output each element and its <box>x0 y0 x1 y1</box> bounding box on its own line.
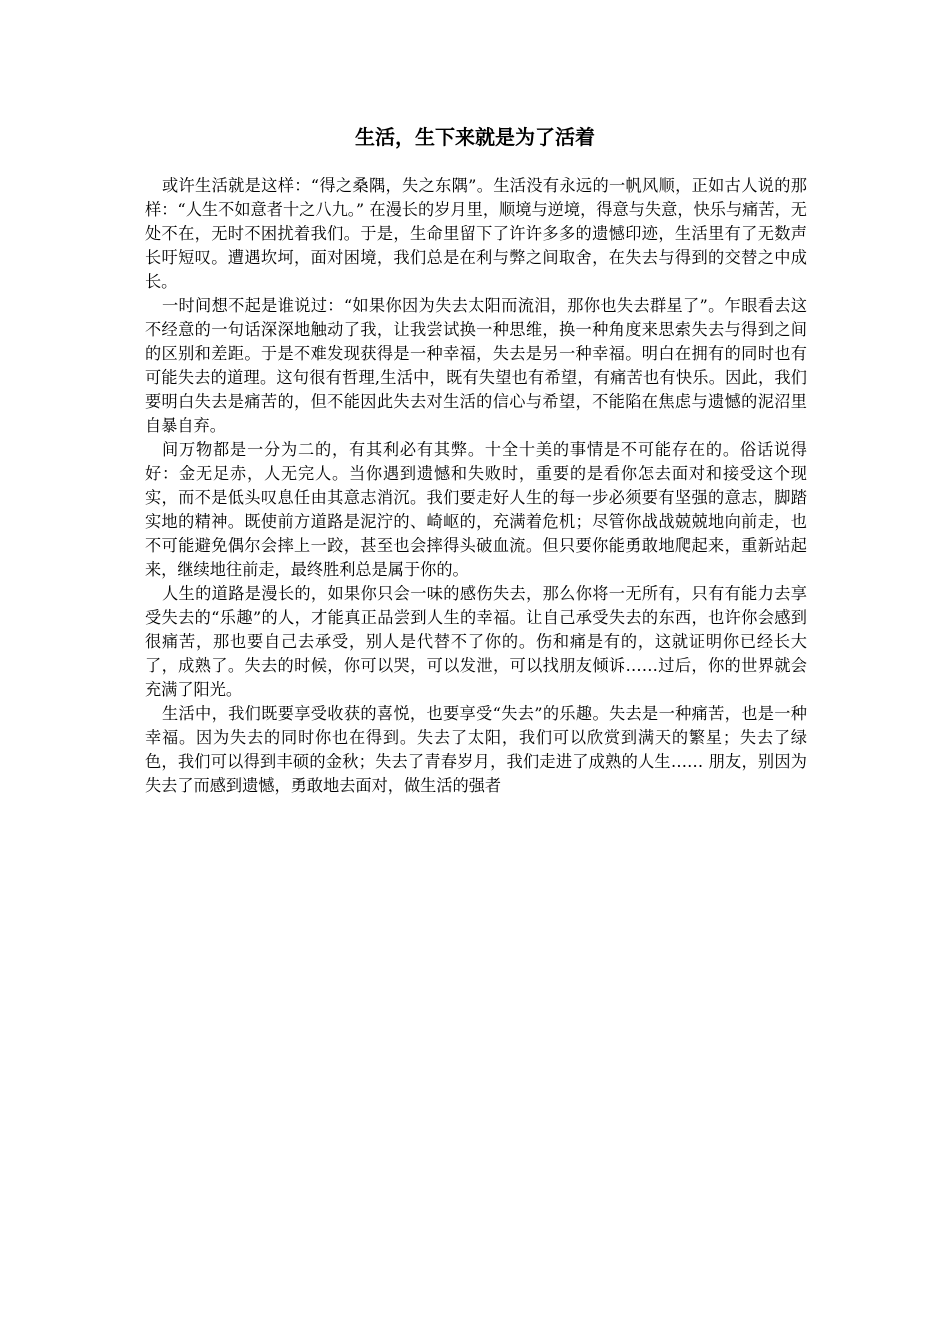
document-title: 生活，生下来就是为了活着 <box>355 125 595 149</box>
document-body <box>145 174 807 798</box>
paragraph-5: 生活中，我们既要享受收获的喜悦，也要享受“失去”的乐趣。失去是一种痛苦，也是一种幸福。因为失去的同时你也在得到。失去了太阳，我们可以欣赏到满天的繁星；失去了绿色，我们可以得到丰硕的金秋；失去了青春岁月，我们走进了成熟的人生…… 朋友，别因为失去了而感到遗憾，勇敢地去面对，做生活的强者 <box>145 704 807 795</box>
paragraph-4: 人生的道路是漫长的，如果你只会一味的感伤失去，那么你将一无所有，只有有能力去享受失去的“乐趣”的人，才能真正品尝到人生的幸福。让自己承受失去的东西，也许你会感到很痛苦，那也要自己去承受，别人是代替不了你的。伤和痛是有的，这就证明你已经长大了，成熟了。失去的时候，你可以哭，可以发泄，可以找朋友倾诉……过后，你的世界就会充满了阳光。 <box>145 584 807 699</box>
paragraph-2: 一时间想不起是谁说过：“如果你因为失去太阳而流泪，那你也失去群星了”。乍眼看去这不经意的一句话深深地触动了我，让我尝试换一种思维，换一种角度来思索失去与得到之间的区别和差距。于是不难发现获得是一种幸福，失去是另一种幸福。明白在拥有的同时也有可能失去的道理。这句很有哲理,生活中，既有失望也有希望，有痛苦也有快乐。因此，我们要明白失去是痛苦的，但不能因此失去对生活的信心与希望，不能陷在焦虑与遗憾的泥沼里自暴自弃。 <box>145 296 807 435</box>
paragraph-3: 间万物都是一分为二的，有其利必有其弊。十全十美的事情是不可能存在的。俗话说得好：金无足赤，人无完人。当你遇到遗憾和失败时，重要的是看你怎去面对和接受这个现实，而不是低头叹息任由其意志消沉。我们要走好人生的每一步必须要有坚强的意志，脚踏实地的精神。既使前方道路是泥泞的、崎岖的，充满着危机；尽管你战战兢兢地向前走，也不可能避免偶尔会摔上一跤，甚至也会摔得头破血流。但只要你能勇敢地爬起来，重新站起来，继续地往前走，最终胜利总是属于你的。 <box>145 440 807 579</box>
paragraph-1: 或许生活就是这样：“得之桑隅，失之东隅”。生活没有永远的一帆风顺，正如古人说的那样：“人生不如意者十之八九。” 在漫长的岁月里，顺境与逆境，得意与失意，快乐与痛苦，无处不在，无时不困扰着我们。于是，生命里留下了许许多多的遗憾印迹，生活里有了无数声长吁短叹。遭遇坎坷，面对困境，我们总是在利与弊之间取舍，在失去与得到的交替之中成长。 <box>145 176 807 291</box>
